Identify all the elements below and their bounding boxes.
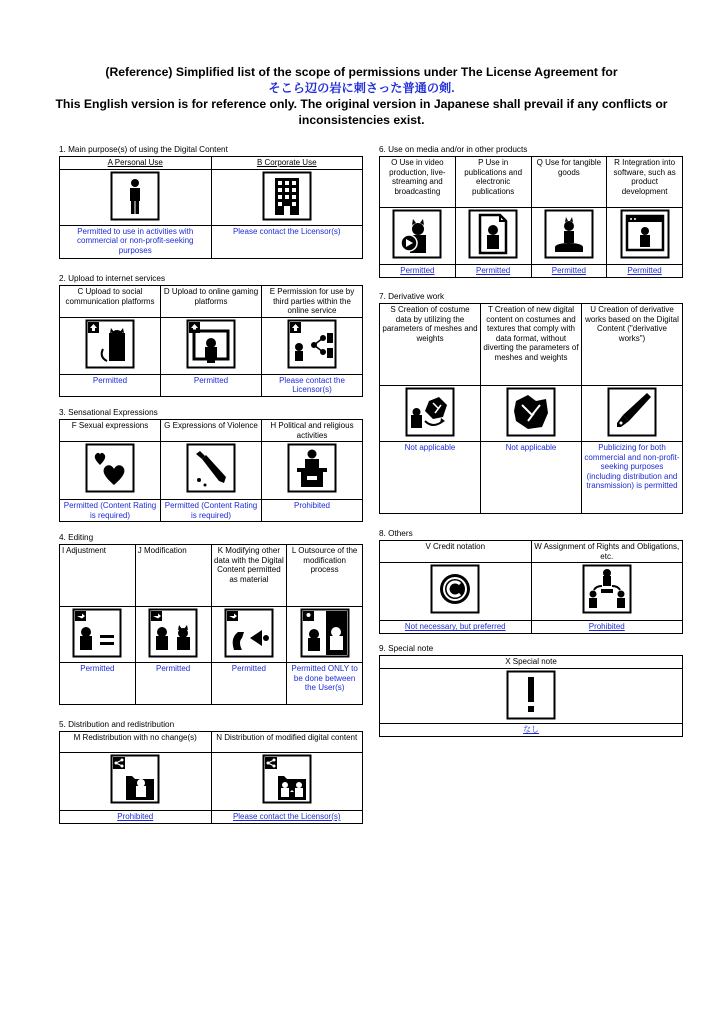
item-label-t: T Creation of new digital content on costumes and textures that comply with data format, without diverting the parameters of meshes and weights (481, 304, 582, 386)
item-label-n: N Distribution of modified digital content (211, 732, 363, 753)
item-label-r: R Integration into software, such as product development (607, 157, 683, 208)
item-status-r: Permitted (607, 265, 683, 278)
personal-use-icon (110, 171, 160, 221)
item-label-q: Q Use for tangible goods (531, 157, 607, 208)
item-status-a: Permitted to use in activities with commercial or non-profit-seeking purposes (60, 225, 212, 258)
section-title: 8. Others (379, 529, 413, 538)
section-main-purpose (59, 145, 363, 259)
item-status-u: Publicizing for both commercial and non-profit-seeking purposes (including distribution and transmission) is permitted (582, 442, 683, 514)
document-header (40, 64, 683, 128)
item-status-l: Permitted ONLY to be done between the User(s) (287, 663, 363, 705)
section-others (379, 529, 683, 634)
item-status-k: Permitted (211, 663, 287, 705)
item-label-o: O Use in video production, live-streaming and broadcasting (380, 157, 456, 208)
hearts-icon (85, 443, 135, 493)
item-label-c: C Upload to social communication platforms (60, 286, 161, 318)
section-editing (59, 533, 363, 705)
header-line-1: (Reference) Simplified list of the scope of permissions under The License Agreement for (105, 65, 618, 79)
item-status-p: Permitted (455, 265, 531, 278)
exclamation-icon (506, 670, 556, 720)
section-title: 5. Distribution and redistribution (59, 720, 175, 729)
item-status-h: Prohibited (262, 500, 363, 522)
item-status-g: Permitted (Content Rating is required) (161, 500, 262, 522)
upload-gaming-icon (186, 319, 236, 369)
item-status-q: Permitted (531, 265, 607, 278)
item-label-e: E Permission for use by third parties within the online service (262, 286, 363, 318)
item-label-f: F Sexual expressions (60, 420, 161, 442)
header-line-4: inconsistencies exist. (298, 113, 425, 127)
item-status-w: Prohibited (531, 621, 683, 634)
section-upload (59, 274, 363, 397)
section-title: 9. Special note (379, 644, 434, 653)
corporate-building-icon (262, 171, 312, 221)
item-status-c: Permitted (60, 374, 161, 396)
adjustment-icon (72, 608, 122, 658)
item-label-s: S Creation of costume data by utilizing the parameters of meshes and weights (380, 304, 481, 386)
section-title: 4. Editing (59, 533, 94, 542)
item-label-u: U Creation of derivative works based on the Digital Content ("derivative works") (582, 304, 683, 386)
distribution-modified-icon (262, 754, 312, 804)
publication-icon (468, 209, 518, 259)
costume-data-icon (405, 387, 455, 437)
new-costume-icon (506, 387, 556, 437)
item-label-m: M Redistribution with no change(s) (60, 732, 212, 753)
section-title: 7. Derivative work (379, 292, 445, 301)
section-media-use (379, 145, 683, 278)
section-title: 2. Upload to internet services (59, 274, 166, 283)
upload-social-icon (85, 319, 135, 369)
item-label-h: H Political and religious activities (262, 420, 363, 442)
item-status-n: Please contact the Licensor(s) (211, 811, 363, 824)
redistribution-icon (110, 754, 160, 804)
item-status-x: なし (380, 724, 683, 737)
item-status-m: Prohibited (60, 811, 212, 824)
item-status-i: Permitted (60, 663, 136, 705)
outsource-icon (300, 608, 350, 658)
knife-icon (186, 443, 236, 493)
section-title: 3. Sensational Expressions (59, 408, 158, 417)
item-label-b: B Corporate Use (211, 157, 363, 170)
modification-icon (148, 608, 198, 658)
item-status-f: Permitted (Content Rating is required) (60, 500, 161, 522)
pen-nib-icon (607, 387, 657, 437)
third-party-share-icon (287, 319, 337, 369)
item-status-b: Please contact the Licensor(s) (211, 225, 363, 258)
item-label-g: G Expressions of Violence (161, 420, 262, 442)
item-label-p: P Use in publications and electronic publications (455, 157, 531, 208)
section-sensational (59, 408, 363, 522)
copyright-icon (430, 564, 480, 614)
item-label-x: X Special note (380, 656, 683, 669)
item-label-l: L Outsource of the modification process (287, 545, 363, 607)
item-status-o: Permitted (380, 265, 456, 278)
header-line-3: This English version is for reference only. The original version in Japanese shall prevail if any conflicts or (55, 97, 668, 111)
item-status-t: Not applicable (481, 442, 582, 514)
section-distribution (59, 720, 363, 824)
section-title: 1. Main purpose(s) of using the Digital Content (59, 145, 228, 154)
item-status-s: Not applicable (380, 442, 481, 514)
figure-goods-icon (544, 209, 594, 259)
modify-other-data-icon (224, 608, 274, 658)
item-label-w: W Assignment of Rights and Obligations, etc. (531, 541, 683, 563)
item-label-k: K Modifying other data with the Digital Content permitted as material (211, 545, 287, 607)
software-window-icon (620, 209, 670, 259)
item-status-j: Permitted (135, 663, 211, 705)
section-title: 6. Use on media and/or in other products (379, 145, 528, 154)
item-label-a: A Personal Use (60, 157, 212, 170)
header-title-japanese: そこら辺の岩に刺さった普通の剣. (268, 81, 455, 95)
podium-icon (287, 443, 337, 493)
item-label-d: D Upload to online gaming platforms (161, 286, 262, 318)
item-status-v: Not necessary, but preferred (380, 621, 532, 634)
section-derivative-work (379, 292, 683, 514)
item-label-i: I Adjustment (60, 545, 136, 607)
video-play-icon (392, 209, 442, 259)
section-special-note (379, 644, 683, 737)
item-status-d: Permitted (161, 374, 262, 396)
item-label-j: J Modification (135, 545, 211, 607)
item-label-v: V Credit notation (380, 541, 532, 563)
assignment-icon (582, 564, 632, 614)
item-status-e: Please contact the Licensor(s) (262, 374, 363, 396)
